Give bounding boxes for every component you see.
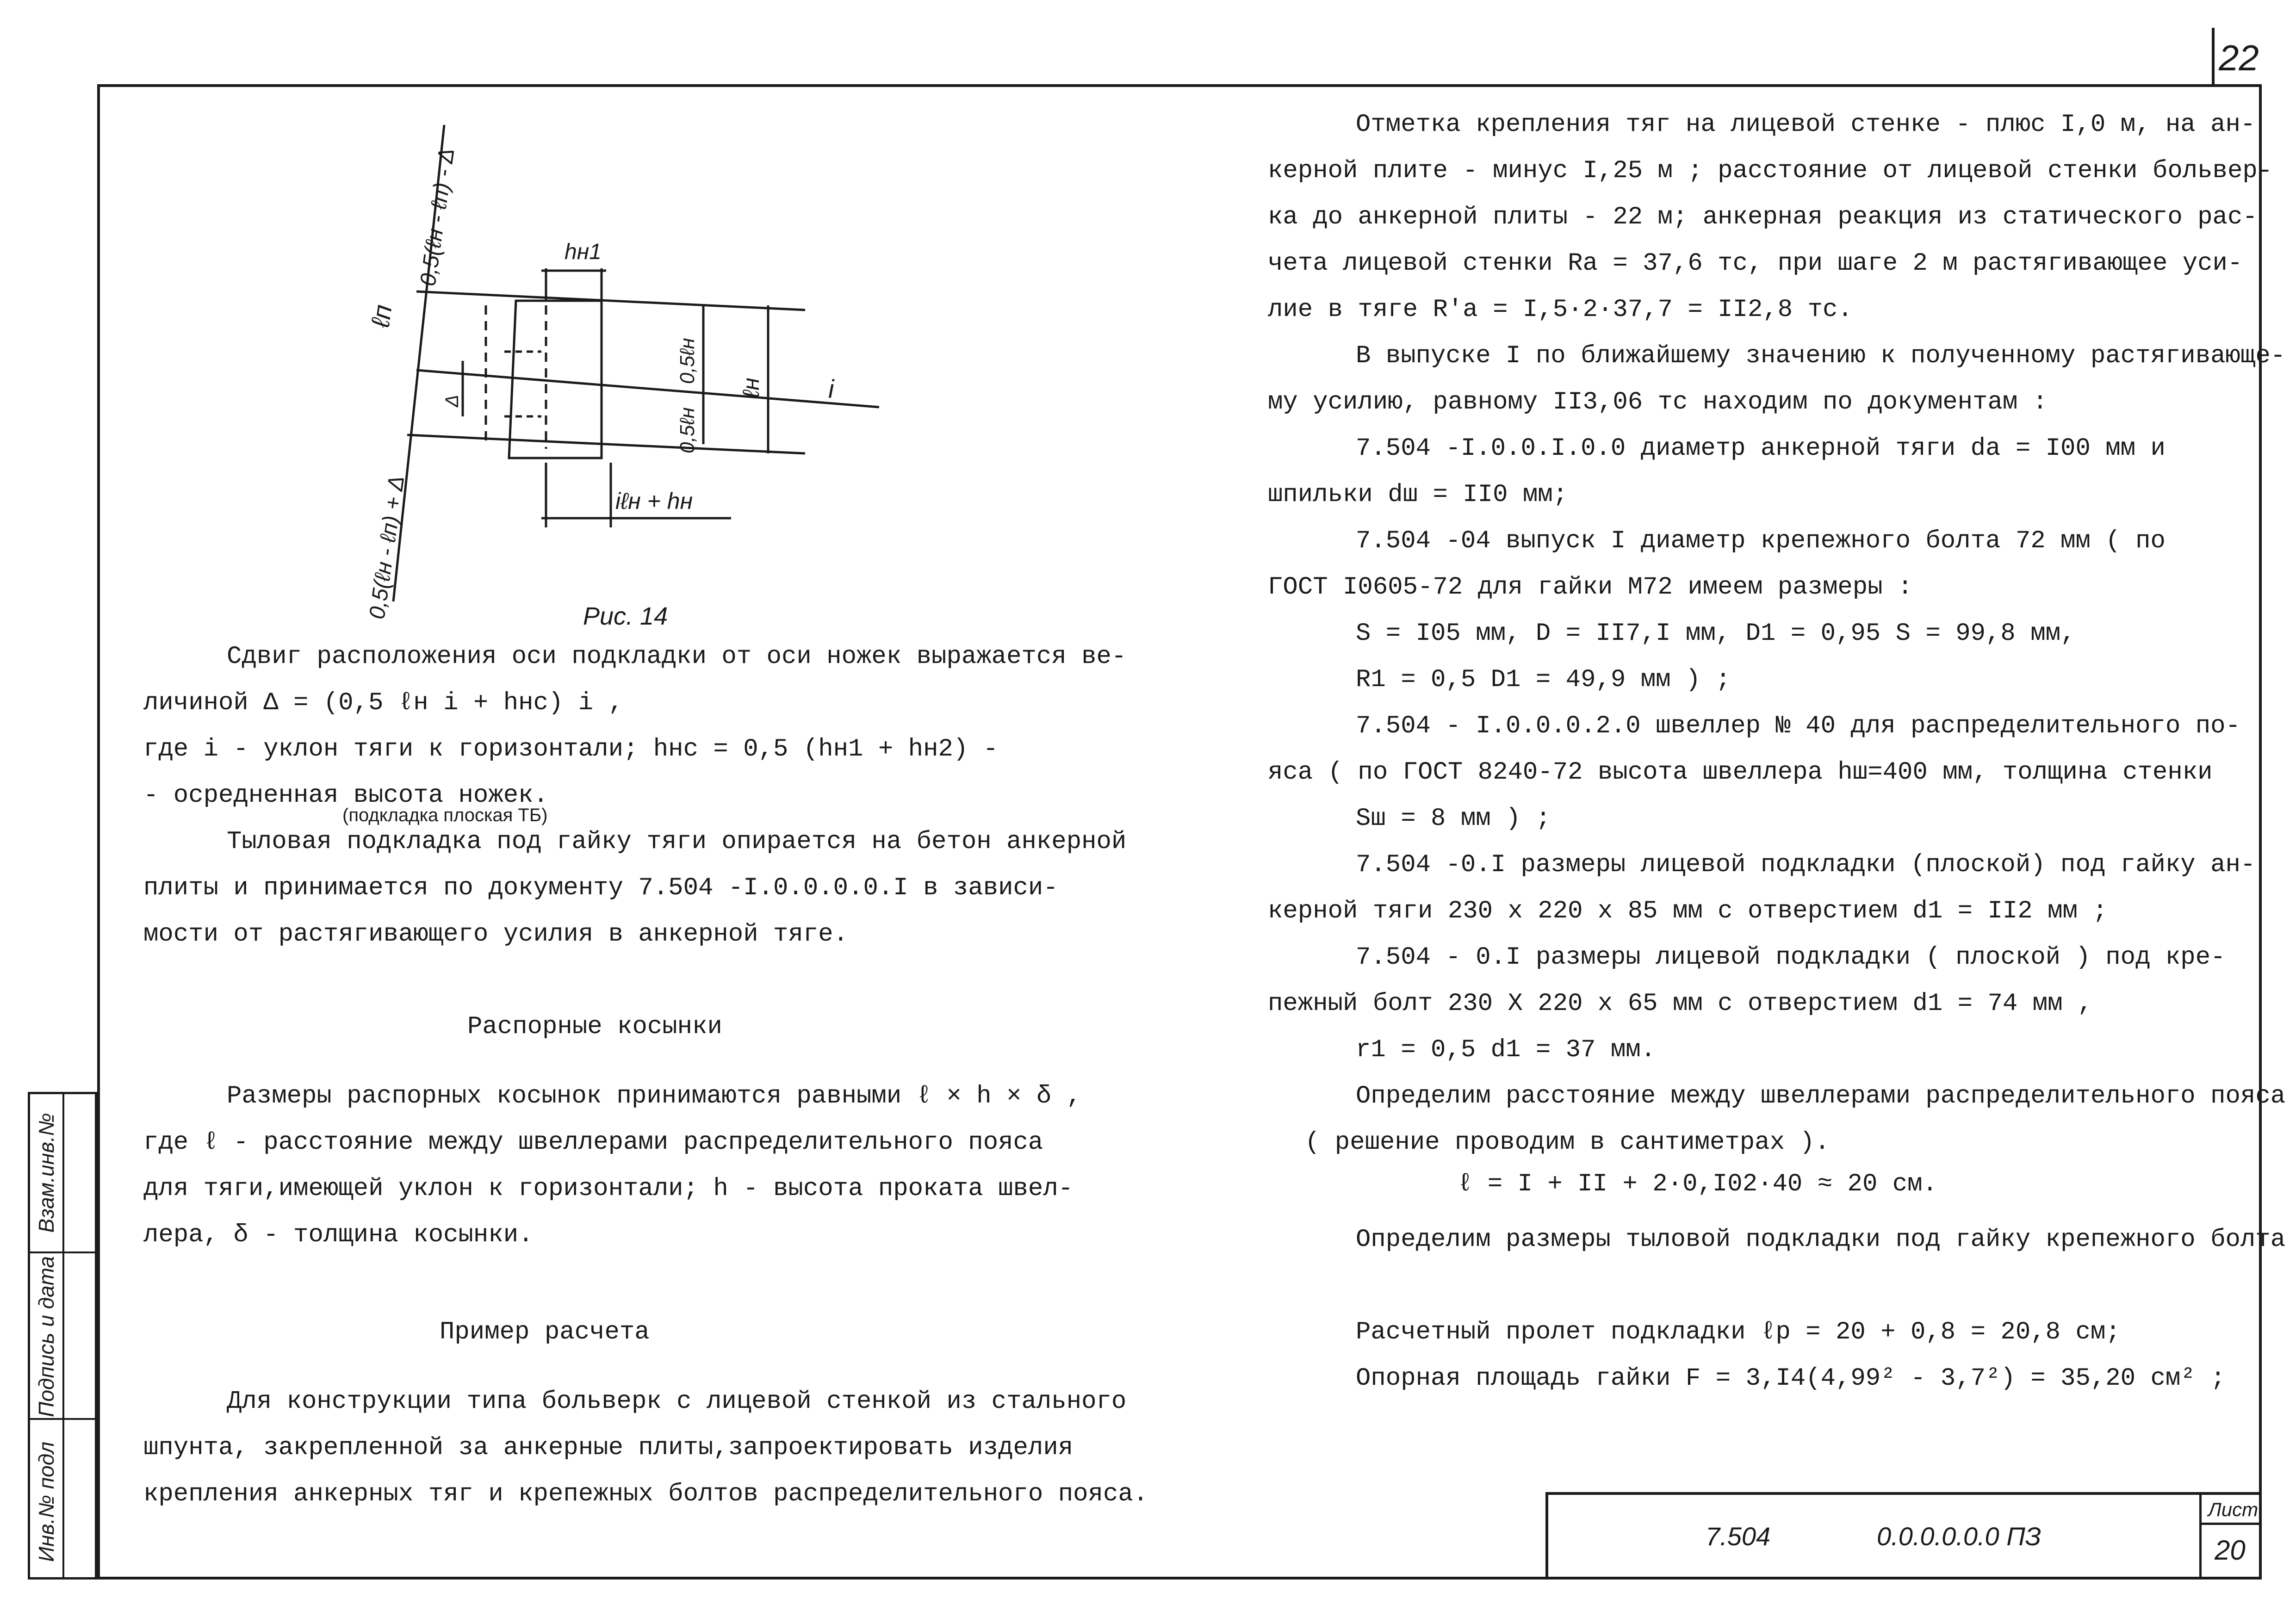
right-text-line: шпильки dш = II0 мм;: [1268, 481, 1568, 509]
right-text-line: ГОСТ I0605-72 для гайки М72 имеем размеры :: [1268, 573, 1913, 601]
right-text-line: пежный болт 230 X 220 x 65 мм с отверстием d1 = 74 мм ,: [1268, 990, 2093, 1018]
right-text-line: ка до анкерной плиты - 22 м; анкерная реакция из статического рас-: [1268, 203, 2258, 231]
stamp-document: 0.0.0.0.0.0 ПЗ: [1877, 1522, 2042, 1551]
right-text-line: 7.504 -I.0.0.I.0.0 диаметр анкерной тяги dа = I00 мм и: [1356, 434, 2166, 463]
stamp-code: 7.504: [1706, 1522, 1771, 1551]
right-text-line: 7.504 -0.I размеры лицевой подкладки (плоской) под гайку ан-: [1356, 851, 2256, 879]
left-text-line: где ℓ - расстояние между швеллерами распределительного пояса: [143, 1128, 1043, 1157]
page-number-divider: [2212, 28, 2215, 86]
sidebar-cell-bottom: [30, 1094, 95, 1251]
left-text-line: Сдвиг расположения оси подкладки от оси ножек выражается ве-: [227, 643, 1127, 671]
figure-caption: Рис. 14: [583, 602, 668, 630]
right-text-line: лие в тяге R'а = I,5·2·37,7 = II2,8 тс.: [1268, 296, 1853, 324]
right-text-line: 7.504 - I.0.0.0.2.0 швеллер № 40 для распределительного по-: [1356, 712, 2240, 740]
left-text-line: - осредненная высота ножек.: [143, 781, 548, 810]
left-text-line: для тяги,имеющей уклон к горизонтали; h - высота проката швел-: [143, 1175, 1074, 1203]
right-text-line: му усилию, равному II3,06 тс находим по документам :: [1268, 388, 2048, 416]
left-text-line: крепления анкерных тяг и крепежных болтов распределительного пояса.: [143, 1480, 1148, 1508]
right-text-line: ( решение проводим в сантиметрах ).: [1305, 1128, 1830, 1157]
left-text-line: лера, δ - толщина косынки.: [143, 1221, 534, 1249]
sidebar-label-sign: Подпись и дата: [34, 1256, 58, 1417]
label-half-ln-bottom: 0,5ℓн: [676, 407, 699, 453]
right-text-line: S = I05 мм, D = II7,I мм, D1 = 0,95 S = 99,8 мм,: [1356, 619, 2076, 648]
right-text-line: Опорная площадь гайки F = 3,I4(4,99² - 3,7²) = 35,20 см² ;: [1356, 1364, 2226, 1393]
left-text-line: личиной Δ = (0,5 ℓн i + hнс) i ,: [143, 689, 623, 717]
label-half-ln-top: 0,5ℓн: [676, 338, 699, 384]
right-text-line: Sш = 8 мм ) ;: [1356, 805, 1551, 833]
right-text-line: 7.504 - 0.I размеры лицевой подкладки ( плоской ) под кре-: [1356, 943, 2226, 972]
right-text-formula: ℓ = I + II + 2·0,I02·40 ≈ 20 см.: [1458, 1170, 1937, 1198]
left-text-note: (подкладка плоская ТБ): [342, 805, 548, 825]
label-bottom-dim: 0,5(ℓн - ℓп) + Δ: [365, 474, 410, 621]
right-text-line: яса ( по ГОСТ 8240-72 высота швеллера hш=400 мм, толщина стенки: [1268, 758, 2213, 787]
sheet-label: Лист: [2208, 1499, 2259, 1520]
label-i: i: [828, 374, 834, 403]
sheet-number: 20: [2215, 1535, 2246, 1566]
right-text-line: r1 = 0,5 d1 = 37 мм.: [1356, 1036, 1656, 1064]
right-text-line: R1 = 0,5 D1 = 49,9 мм ) ;: [1356, 666, 1731, 694]
page-number: 22: [2219, 37, 2259, 78]
label-il-h: iℓн + hн: [615, 488, 693, 514]
left-text-line: Тыловая подкладка под гайку тяги опирается на бетон анкерной: [227, 828, 1127, 856]
upper-horizontal: [416, 291, 805, 310]
right-text-line: 7.504 -04 выпуск I диаметр крепежного болта 72 мм ( по: [1356, 527, 2166, 555]
sidebar-label-inv: Взам.инв.№: [34, 1113, 58, 1233]
sidebar-cell-top: [30, 1418, 95, 1584]
section-heading-gussets: Распорные косынки: [467, 1013, 722, 1041]
label-top-dim: 0,5(ℓн - ℓп) - Δ: [416, 146, 459, 288]
label-delta: Δ: [442, 395, 462, 407]
right-text-line: керной плите - минус I,25 м ; расстояние от лицевой стенки больвер-: [1268, 157, 2273, 185]
right-text-line: керной тяги 230 x 220 x 85 мм с отверстием d1 = II2 мм ;: [1268, 897, 2108, 925]
figure-14-drawing: [324, 111, 902, 634]
left-text-line: плиты и принимается по документу 7.504 -I.0.0.0.0.I в зависи-: [143, 874, 1058, 902]
right-text-line: чета лицевой стенки Rа = 37,6 тс, при шаге 2 м растягивающее уси-: [1268, 249, 2243, 278]
sidebar-label-podl: Инв.№ подл: [34, 1442, 58, 1562]
left-text-line: где i - уклон тяги к горизонтали; hнс = 0,5 (hн1 + hн2) -: [143, 735, 999, 763]
lower-horizontal: [407, 435, 805, 453]
right-text-line: Определим размеры тыловой подкладки под гайку крепежного болта: [1356, 1226, 2286, 1254]
right-text-line: Расчетный пролет подкладки ℓр = 20 + 0,8 = 20,8 см;: [1356, 1318, 2121, 1346]
label-ln-right: ℓн: [738, 378, 764, 398]
right-text-line: Определим расстояние между швеллерами распределительного пояса: [1356, 1082, 2286, 1110]
sheet-number-box: [2199, 1495, 2262, 1580]
section-heading-example: Пример расчета: [440, 1318, 650, 1346]
label-hn1: hн1: [565, 240, 602, 264]
right-text-line: В выпуске I по ближайшему значению к полученному растягивающе-: [1356, 342, 2286, 370]
label-ln: ℓп: [365, 303, 397, 329]
left-text-line: шпунта, закрепленной за анкерные плиты,запроектировать изделия: [143, 1434, 1074, 1462]
left-text-line: Для конструкции типа больверк с лицевой стенкой из стального: [227, 1388, 1127, 1416]
right-text-line: Отметка крепления тяг на лицевой стенке - плюс I,0 м, на ан-: [1356, 111, 2256, 139]
left-text-line: мости от растягивающего усилия в анкерной тяге.: [143, 920, 849, 948]
sidebar-cell-middle: [30, 1251, 95, 1420]
sidebar-stamp: [28, 1092, 97, 1580]
title-block: [1545, 1492, 2262, 1580]
left-text-line: Размеры распорных косынок принимаются равными ℓ × h × δ ,: [227, 1082, 1082, 1110]
